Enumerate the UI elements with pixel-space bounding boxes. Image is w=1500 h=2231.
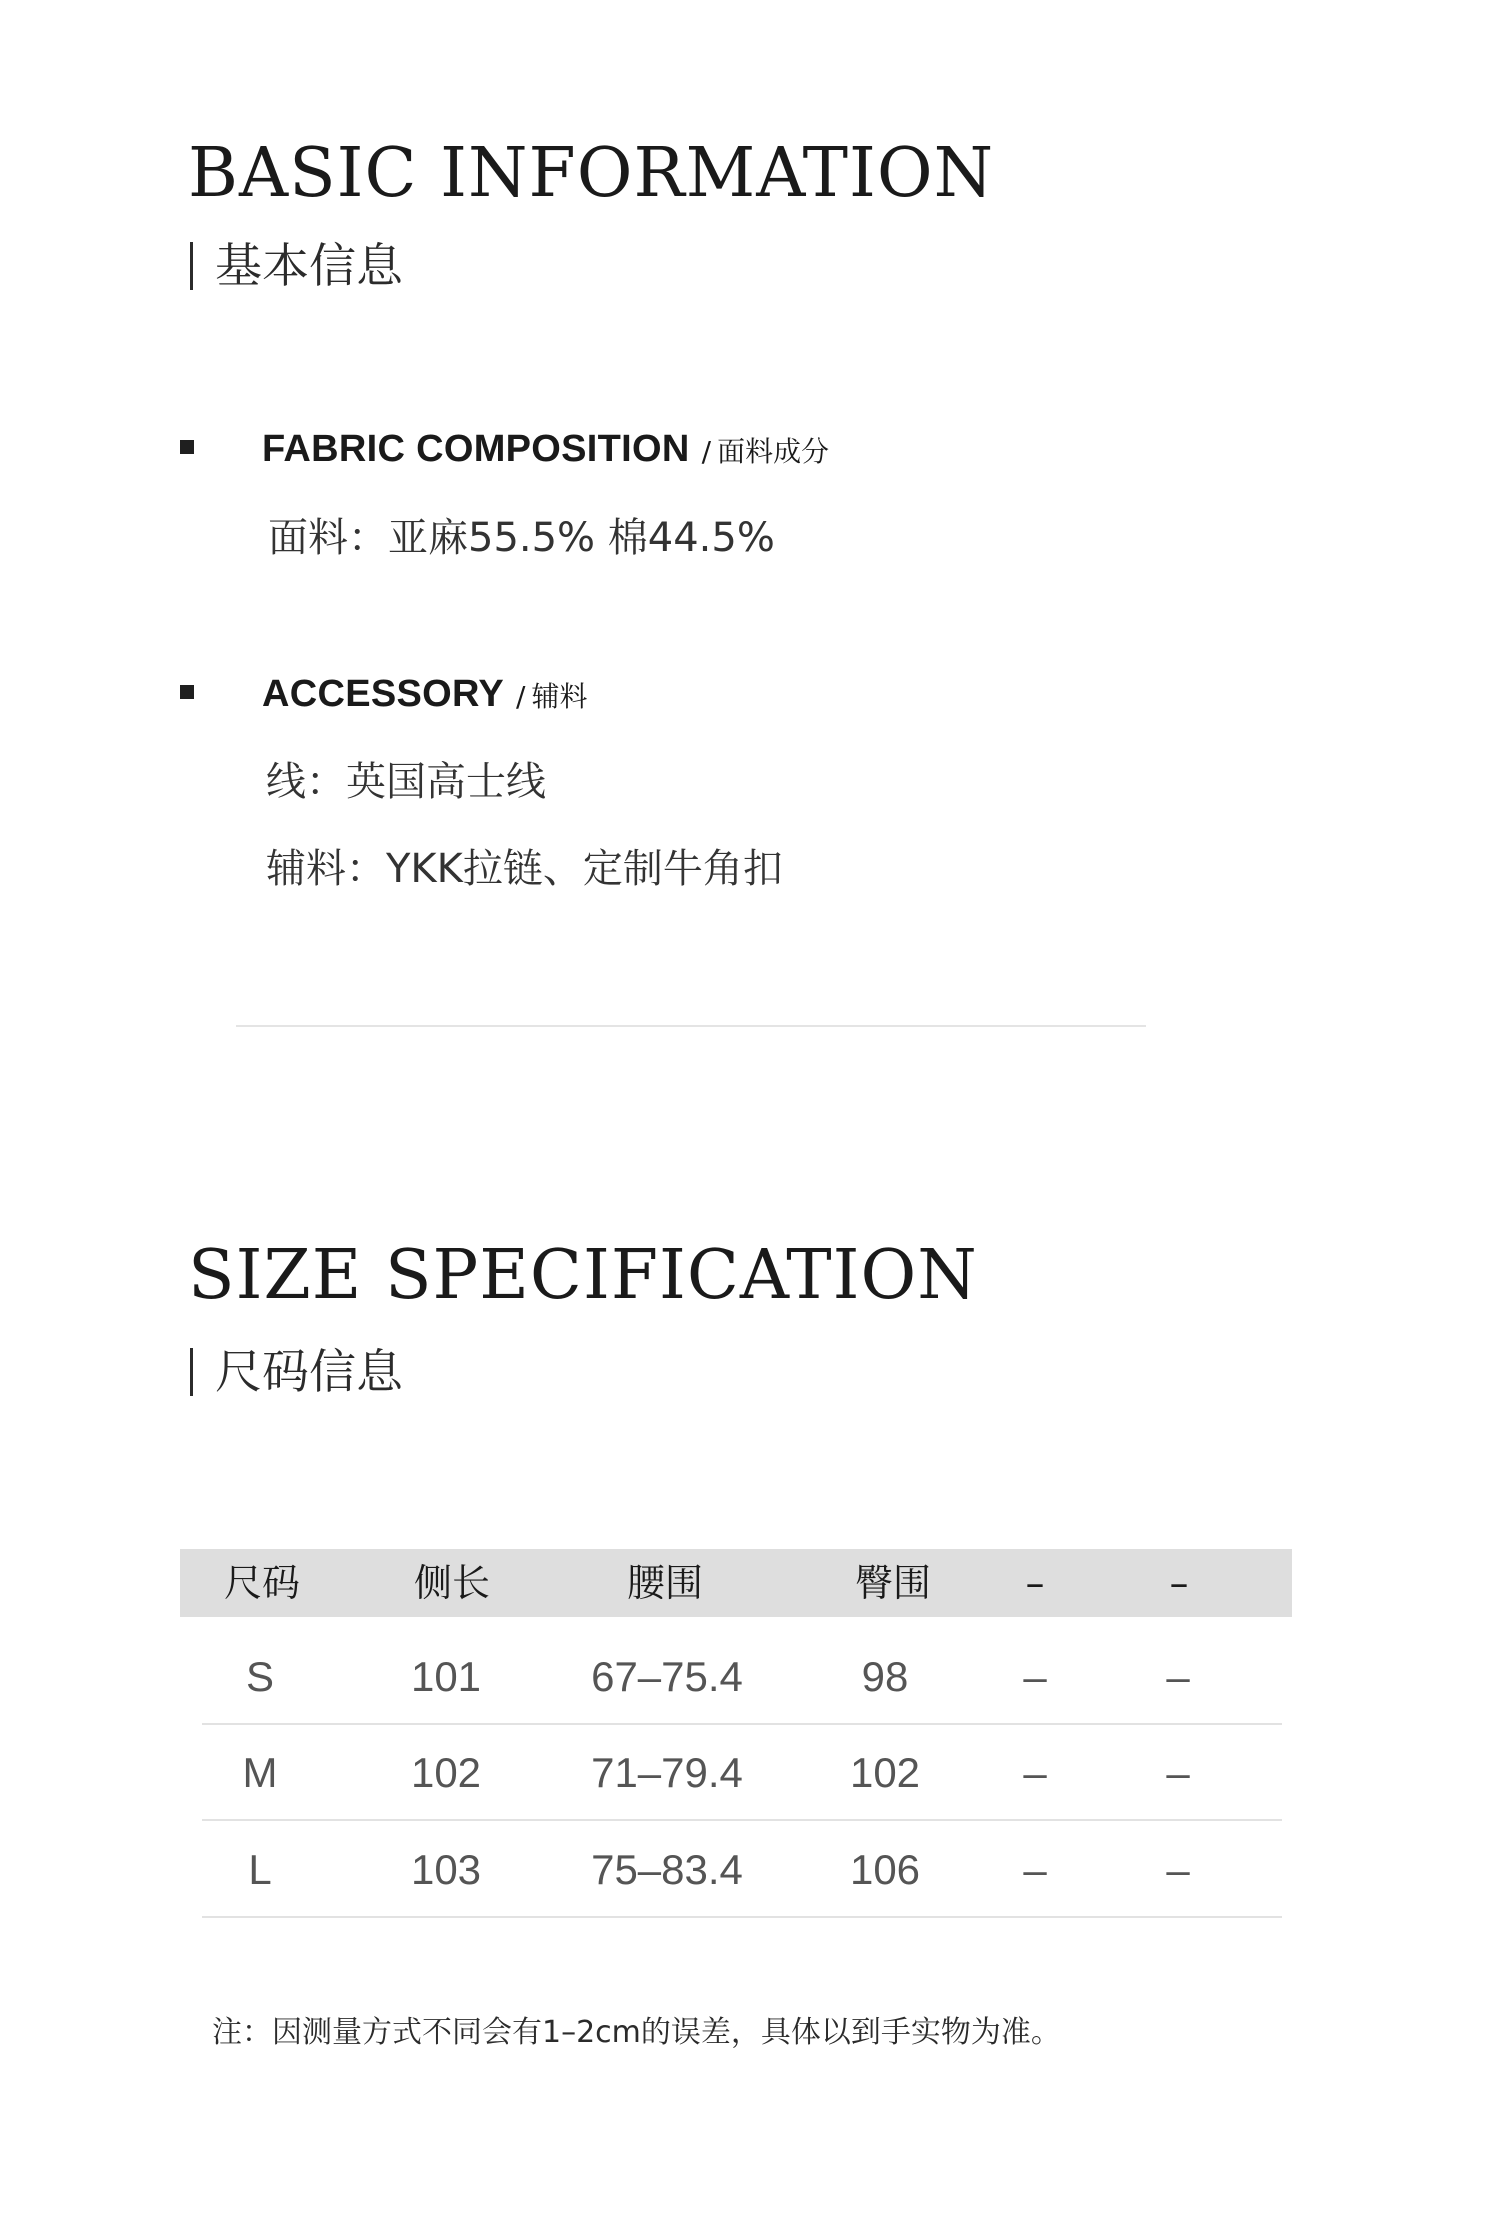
basic-info-subtitle-text: 基本信息: [215, 238, 403, 294]
cell-size: S: [245, 1653, 275, 1700]
fabric-heading: [262, 430, 829, 468]
cell-blank-1: –: [1023, 1749, 1047, 1796]
bullet-icon: [180, 440, 194, 454]
cell-side-length: 103: [410, 1846, 482, 1893]
cell-hip: 106: [849, 1846, 921, 1893]
title-divider-bar: [190, 1348, 193, 1396]
header-blank-2: –: [1169, 1561, 1189, 1605]
size-spec-title: SIZE SPECIFICATION: [188, 1236, 978, 1315]
measurement-note: 注：因测量方式不同会有1–2cm的误差，具体以到手实物为准。: [212, 2015, 1061, 2050]
header-size: 尺码: [223, 1561, 301, 1605]
fabric-detail: 面料：亚麻55.5% 棉44.5%: [268, 515, 775, 561]
cell-waist: 75–83.4: [591, 1846, 743, 1893]
fabric-heading-en: FABRIC COMPOSITION: [262, 428, 690, 470]
cell-side-length: 102: [410, 1749, 482, 1796]
fabric-heading-separator: /: [701, 435, 712, 468]
basic-info-subtitle: [190, 238, 403, 294]
table-row: [0, 1822, 1500, 1918]
header-side-length: 侧长: [413, 1561, 491, 1605]
basic-info-title: BASIC INFORMATION: [188, 134, 995, 213]
size-spec-subtitle: [190, 1344, 403, 1400]
header-hip: 臀围: [854, 1561, 932, 1605]
header-waist: 腰围: [626, 1561, 704, 1605]
fabric-heading-cn: 面料成分: [717, 435, 830, 468]
accessory-heading-en: ACCESSORY: [262, 673, 504, 715]
size-spec-subtitle-text: 尺码信息: [215, 1344, 403, 1400]
cell-size: L: [248, 1846, 272, 1893]
cell-side-length: 101: [410, 1653, 482, 1700]
cell-blank-2: –: [1166, 1653, 1190, 1700]
cell-hip: 102: [849, 1749, 921, 1796]
cell-waist: 71–79.4: [591, 1749, 743, 1796]
cell-hip: 98: [861, 1653, 909, 1700]
cell-blank-2: –: [1166, 1749, 1190, 1796]
row-divider: [202, 1916, 1282, 1918]
row-divider: [202, 1819, 1282, 1821]
accessory-trims: 辅料：YKK拉链、定制牛角扣: [266, 846, 783, 892]
table-row: [0, 1629, 1500, 1725]
cell-size: M: [242, 1749, 278, 1796]
cell-waist: 67–75.4: [591, 1653, 743, 1700]
title-divider-bar: [190, 242, 193, 290]
cell-blank-2: –: [1166, 1846, 1190, 1893]
bullet-icon: [180, 685, 194, 699]
section-divider: [236, 1025, 1146, 1027]
accessory-thread: 线：英国高士线: [266, 759, 546, 805]
accessory-heading-cn: 辅料: [531, 680, 588, 713]
header-blank-1: –: [1025, 1561, 1045, 1605]
cell-blank-1: –: [1023, 1653, 1047, 1700]
cell-blank-1: –: [1023, 1846, 1047, 1893]
accessory-heading-separator: /: [516, 680, 526, 713]
table-row: [0, 1725, 1500, 1821]
accessory-heading: [262, 675, 587, 713]
size-table-header: [180, 1549, 1292, 1617]
